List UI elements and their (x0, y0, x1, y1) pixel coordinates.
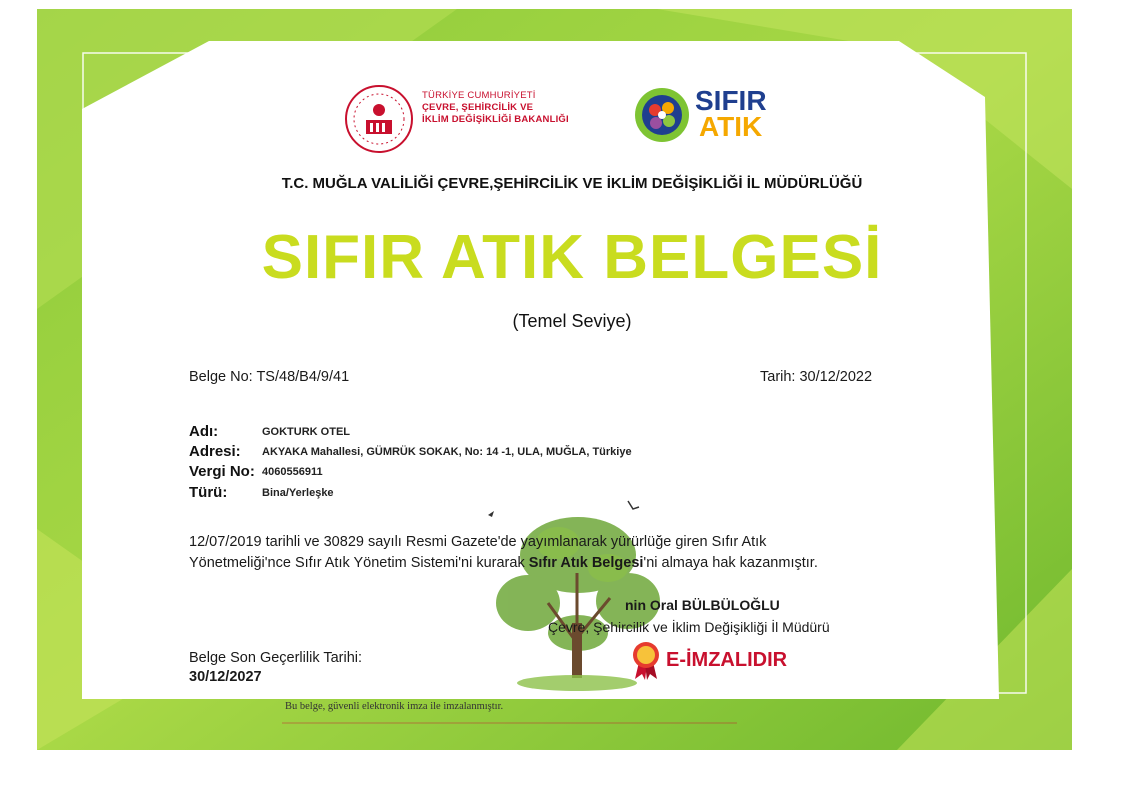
field-address-value: AKYAKA Mahallesi, GÜMRÜK SOKAK, No: 14 -1, ULA, MUĞLA, Türkiye (262, 446, 632, 458)
field-tax-label: Vergi No: (189, 463, 255, 480)
field-name-label: Adı: (189, 423, 219, 440)
signer-name: nin Oral BÜLBÜLOĞLU (625, 597, 780, 613)
body-line-2 (189, 553, 818, 574)
ministry-line-1: TÜRKİYE CUMHURİYETİ (422, 90, 536, 101)
logo-word-1: SIFIR (695, 85, 767, 116)
ministry-emblem-icon (344, 84, 414, 154)
sifir-atik-logo-text (695, 85, 767, 142)
field-address-label: Adresi: (189, 443, 241, 460)
body-line-2-start: Yönetmeliği'nce Sıfır Atık Yönetim Sistemi'ni kurarak (189, 555, 529, 571)
certificate-subtitle: (Temel Seviye) (512, 311, 632, 331)
ministry-line-2: ÇEVRE, ŞEHİRCİLİK VE (422, 102, 534, 113)
validity-date: 30/12/2027 (189, 669, 262, 685)
body-line-2-bold: Sıfır Atık Belgesi (528, 555, 644, 571)
certificate-title: SIFIR ATIK BELGESİ (261, 223, 883, 292)
signer-title: Çevre, Şehircilik ve İklim Değişikliği İl Müdürü (548, 619, 830, 635)
field-type-value: Bina/Yerleşke (262, 487, 334, 499)
body-line-1: 12/07/2019 tarihli ve 30829 sayılı Resmi Gazete'de yayımlanarak yürürlüğe giren Sıfır Atık (189, 534, 767, 550)
logo-word-2: ATIK (699, 111, 763, 142)
field-name-value: GOKTURK OTEL (262, 426, 350, 438)
body-line-2-end: 'ni almaya hak kazanmıştır. (643, 555, 818, 571)
issue-date: Tarih: 30/12/2022 (760, 369, 873, 385)
sifir-atik-logo-icon (633, 86, 691, 144)
ministry-line-3: İKLİM DEĞİŞİKLİĞİ BAKANLIĞI (422, 114, 569, 125)
validity-label: Belge Son Geçerlilik Tarihi: (189, 650, 363, 666)
rosette-badge-icon (630, 640, 662, 680)
footer-note: Bu belge, güvenli elektronik imza ile imzalanmıştır. (285, 701, 504, 712)
document-number: Belge No: TS/48/B4/9/41 (189, 369, 350, 385)
field-type-label: Türü: (189, 484, 228, 501)
certificate-body (189, 532, 818, 574)
field-tax-value: 4060556911 (262, 466, 323, 478)
directorate-heading: T.C. MUĞLA VALİLİĞİ ÇEVRE,ŞEHİRCİLİK VE İKLİM DEĞİŞİKLİĞİ İL MÜDÜRLÜĞÜ (281, 175, 863, 192)
e-signed-badge: E-İMZALIDIR (666, 649, 788, 671)
ministry-name (422, 90, 569, 126)
